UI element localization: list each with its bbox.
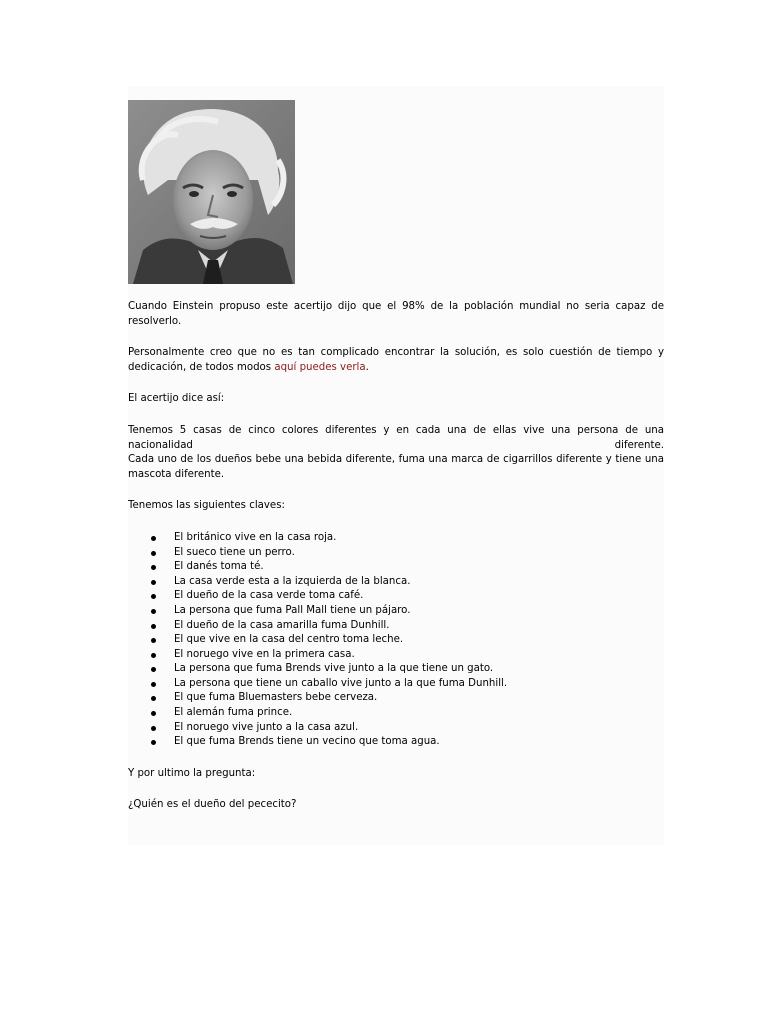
article-body: [128, 300, 664, 830]
solution-link[interactable]: aquí puedes verla: [274, 361, 366, 373]
list-item: La persona que fuma Pall Mall tiene un pájaro.: [128, 604, 664, 619]
clues-intro: Tenemos las siguientes claves:: [128, 500, 285, 512]
list-item: El noruego vive en la primera casa.: [128, 648, 664, 663]
list-item: El noruego vive junto a la casa azul.: [128, 721, 664, 736]
list-item: El dueño de la casa verde toma café.: [128, 589, 664, 604]
question: ¿Quién es el dueño del pececito?: [128, 799, 297, 811]
list-item: La persona que fuma Brends vive junto a la que tiene un gato.: [128, 662, 664, 677]
list-item: El que vive en la casa del centro toma leche.: [128, 633, 664, 648]
list-item: La casa verde esta a la izquierda de la blanca.: [128, 575, 664, 590]
list-item: El que fuma Brends tiene un vecino que toma agua.: [128, 735, 664, 750]
puzzle-line-1: Tenemos 5 casas de cinco colores diferentes y en cada una de ellas vive una persona de una nacionalidad diferente.: [128, 424, 664, 451]
puzzle-paragraph: [128, 424, 664, 482]
list-item: El dueño de la casa amarilla fuma Dunhill.: [128, 619, 664, 634]
list-item: El sueco tiene un perro.: [128, 546, 664, 561]
puzzle-line-2: Cada uno de los dueños bebe una bebida diferente, fuma una marca de cigarrillos diferente y tiene una mascota diferente.: [128, 454, 664, 480]
personal-paragraph: [128, 346, 664, 375]
einstein-portrait: [128, 100, 295, 284]
personal-text: Personalmente creo que no es tan complicado encontrar la solución, es solo cuestión de tiempo y dedicación, de todos modos: [128, 347, 664, 373]
question-intro: Y por ultimo la pregunta:: [128, 767, 256, 779]
clues-list: [128, 531, 664, 750]
list-item: El alemán fuma prince.: [128, 706, 664, 721]
list-item: El que fuma Bluemasters bebe cerveza.: [128, 691, 664, 706]
intro-paragraph: Cuando Einstein propuso este acertijo dijo que el 98% de la población mundial no seria capaz de resolverlo.: [128, 301, 664, 327]
personal-after: .: [365, 361, 369, 373]
list-item: El danés toma té.: [128, 560, 664, 575]
list-item: El británico vive en la casa roja.: [128, 531, 664, 546]
document-page: [128, 86, 664, 845]
says-paragraph: El acertijo dice así:: [128, 393, 225, 405]
list-item: La persona que tiene un caballo vive junto a la que fuma Dunhill.: [128, 677, 664, 692]
